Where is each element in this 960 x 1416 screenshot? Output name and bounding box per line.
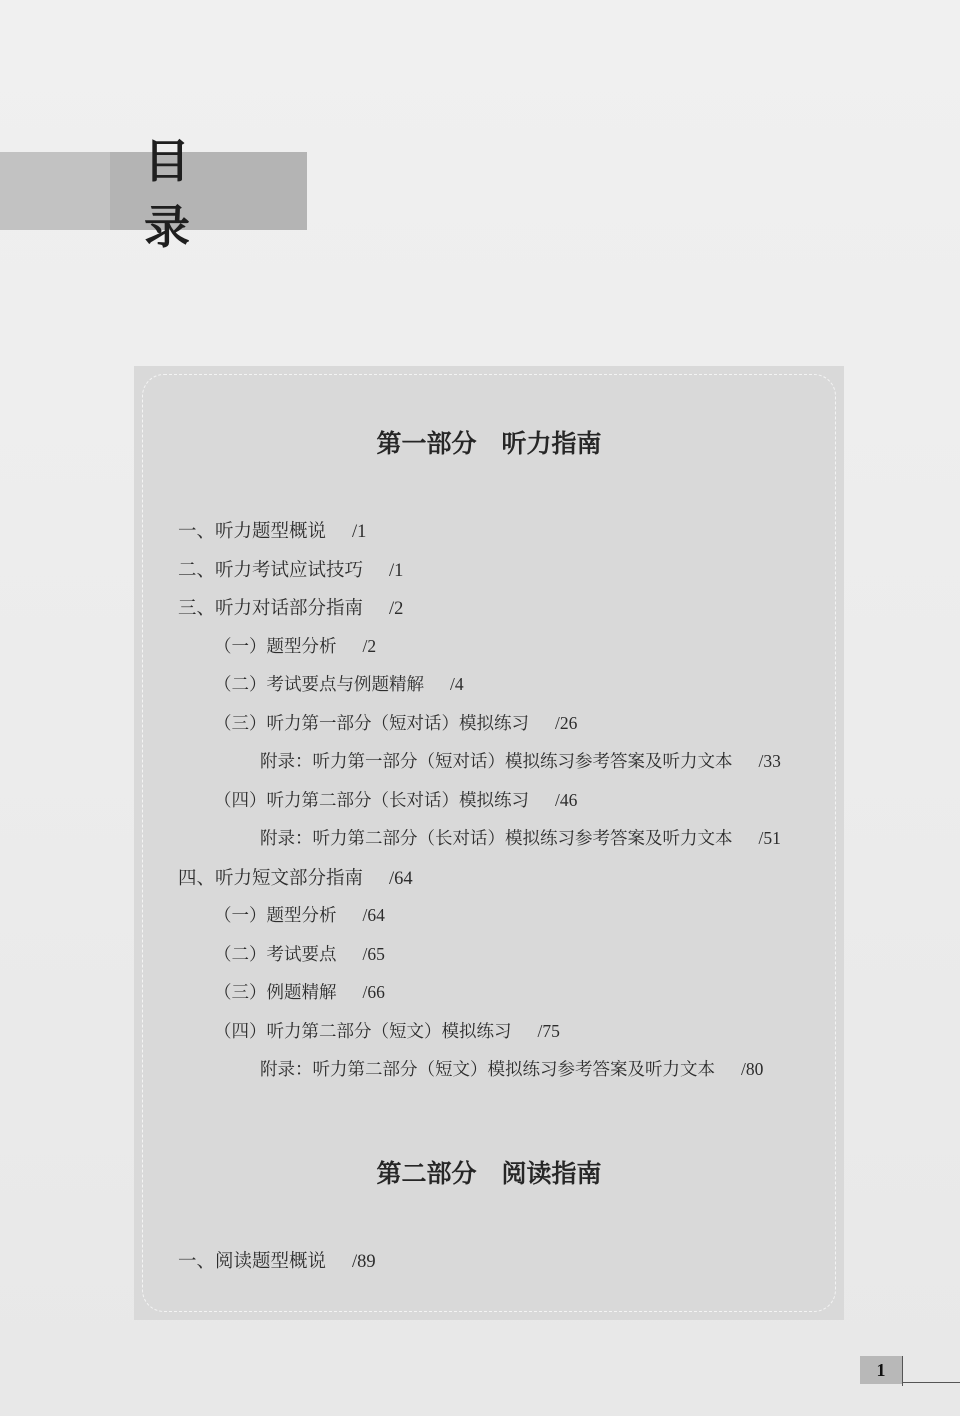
toc-entry-page: /2 bbox=[389, 599, 404, 619]
toc-entry[interactable] bbox=[178, 864, 413, 890]
toc-entry[interactable] bbox=[178, 556, 403, 582]
toc-entry[interactable] bbox=[214, 710, 577, 735]
toc-entry-page: /46 bbox=[555, 789, 578, 810]
toc-entry-label: 四、听力短文部分指南 bbox=[178, 867, 364, 889]
toc-entry[interactable] bbox=[178, 517, 366, 543]
toc-entry-label: （四）听力第二部分（长对话）模拟练习 bbox=[214, 790, 529, 811]
toc-entry[interactable] bbox=[214, 902, 385, 927]
toc-entry[interactable] bbox=[214, 979, 385, 1004]
toc-entry-label: 附录：听力第一部分（短对话）模拟练习参考答案及听力文本 bbox=[260, 752, 733, 772]
toc-entry[interactable] bbox=[178, 594, 403, 620]
toc-entry-label: （三）听力第一部分（短对话）模拟练习 bbox=[214, 713, 529, 734]
toc-entry[interactable] bbox=[178, 1247, 376, 1273]
toc-entry-label: 二、听力考试应试技巧 bbox=[178, 559, 364, 581]
toc-entry-label: （一）题型分析 bbox=[214, 636, 337, 657]
toc-entry-page: /1 bbox=[352, 522, 367, 542]
toc-entry[interactable] bbox=[260, 1056, 763, 1081]
page-number: 1 bbox=[860, 1356, 902, 1384]
toc-entry-label: （二）考试要点与例题精解 bbox=[214, 675, 424, 695]
toc-entry-label: 附录：听力第二部分（长对话）模拟练习参考答案及听力文本 bbox=[260, 829, 733, 849]
toc-entry-page: /80 bbox=[741, 1059, 764, 1079]
title-band-left bbox=[0, 152, 110, 230]
toc-entry[interactable] bbox=[214, 787, 577, 812]
toc-entry-label: （二）考试要点 bbox=[214, 944, 337, 965]
toc-entry-page: /66 bbox=[362, 982, 385, 1002]
toc-entry[interactable] bbox=[214, 633, 376, 658]
toc-box bbox=[134, 366, 844, 1320]
section-title-reading: 第二部分 阅读指南 bbox=[376, 1159, 602, 1188]
toc-entry[interactable] bbox=[260, 748, 781, 773]
page-number-rule bbox=[902, 1382, 960, 1383]
toc-entry-page: /4 bbox=[450, 674, 464, 694]
toc-entry-label: 附录：听力第二部分（短文）模拟练习参考答案及听力文本 bbox=[260, 1060, 715, 1080]
toc-entry[interactable] bbox=[260, 825, 781, 850]
toc-entry-page: /89 bbox=[352, 1252, 376, 1272]
title-band bbox=[110, 134, 307, 254]
toc-entry-page: /65 bbox=[362, 943, 385, 964]
toc-entry-page: /33 bbox=[758, 751, 781, 771]
section-title-listening: 第一部分 听力指南 bbox=[376, 429, 602, 458]
toc-entry[interactable] bbox=[214, 1018, 560, 1043]
toc-entry-label: 一、阅读题型概说 bbox=[178, 1251, 327, 1272]
toc-entry[interactable] bbox=[214, 941, 385, 966]
toc-entry-page: /1 bbox=[389, 560, 404, 581]
toc-entry-label: （一）题型分析 bbox=[214, 906, 337, 926]
toc-entry[interactable] bbox=[214, 671, 464, 696]
toc-entry-page: /26 bbox=[555, 712, 578, 733]
toc-entry-page: /64 bbox=[389, 868, 413, 889]
toc-entry-label: （四）听力第二部分（短文）模拟练习 bbox=[214, 1021, 512, 1042]
toc-entry-label: 三、听力对话部分指南 bbox=[178, 598, 364, 619]
toc-entry-page: /51 bbox=[758, 828, 781, 848]
page-title: 目录 bbox=[144, 134, 236, 254]
toc-entry-page: /64 bbox=[362, 905, 385, 925]
toc-entry-label: 一、听力题型概说 bbox=[178, 521, 327, 542]
toc-entry-page: /2 bbox=[362, 635, 377, 656]
toc-entry-label: （三）例题精解 bbox=[214, 983, 337, 1003]
toc-entry-page: /75 bbox=[537, 1020, 560, 1041]
